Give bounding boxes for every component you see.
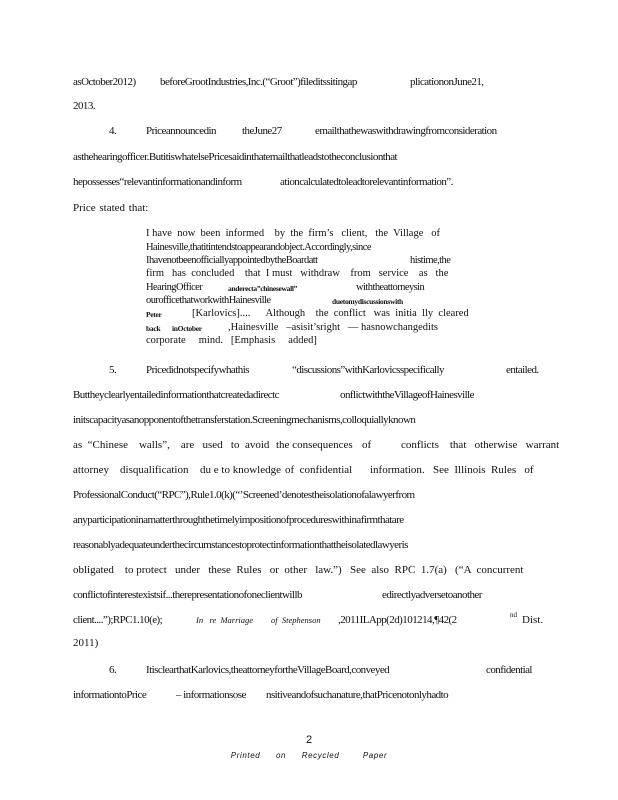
block-quote-line: corporate mind. [Emphasis added] bbox=[146, 335, 317, 346]
block-quote-line: Hainesville,thatitintendstoappearandobject.Accordingly,since bbox=[146, 242, 371, 253]
body-text-line: anyparticipationinamatterthroughthetimelyimpositionofprocedureswithinafirmthatare bbox=[73, 514, 404, 526]
body-text-line: the consequences bbox=[276, 439, 353, 451]
body-text-line: conflicts that otherwise warrant bbox=[401, 439, 560, 451]
body-text-line: Dist. bbox=[522, 614, 544, 626]
body-text-line: onflictwiththeVillageofHainesville bbox=[340, 389, 474, 401]
body-text-line: client....”);RPC1.10(e); bbox=[73, 614, 163, 626]
body-text-line: Priceannouncedin bbox=[146, 125, 217, 137]
block-quote-line: duetomydiscussionswith bbox=[332, 297, 403, 306]
body-text-line: ationcalculatedtoleadtorelevantinformation”. bbox=[280, 176, 453, 188]
superscript: nd bbox=[510, 611, 517, 619]
body-text-line: theJune27 bbox=[242, 125, 282, 137]
body-text-line: Pricedidnotspecifywhathis bbox=[146, 364, 249, 376]
body-text-line: “discussions”withKarlovicsspecifically bbox=[292, 364, 445, 376]
body-text-line: informationtoPrice bbox=[73, 689, 147, 701]
body-text-line: information bbox=[370, 464, 422, 476]
case-citation: In re Marriage bbox=[196, 615, 254, 625]
body-text-line: beforeGrootIndustries,Inc.(“Groot”)fileditssitingap bbox=[160, 76, 357, 88]
body-text-line: . See Illinois Rules of bbox=[422, 464, 534, 476]
body-text-line: plicationonJune21, bbox=[410, 76, 484, 88]
paragraph-number: 6. bbox=[109, 664, 117, 676]
body-text-line: entailed. bbox=[506, 364, 539, 376]
body-text-line: Buttheyclearlyentailedinformationthatcreatedadirectc bbox=[73, 389, 279, 401]
body-text-line: asthehearingofficer.ButitiswhatelsePricesaidinthatemailthatleadstotheconclusionthat bbox=[73, 151, 398, 163]
block-quote-line: HearingOfficer bbox=[146, 282, 203, 293]
block-quote-line: histime,the bbox=[410, 255, 451, 266]
body-text-line: of bbox=[362, 439, 372, 451]
body-text-line: edirectlyadversetoanother bbox=[382, 589, 482, 601]
block-quote-line: inOctober bbox=[172, 324, 202, 333]
paragraph-number: 4. bbox=[109, 125, 117, 137]
block-quote-line: I have now been informed by the firm’s client, the Village of bbox=[146, 228, 440, 239]
body-text-line: obligated to protect under these Rules or other law.”) See also RPC 1.7(a) (“A concurrent bbox=[73, 564, 524, 576]
block-quote-line: withtheattorneysin bbox=[356, 282, 425, 293]
body-text-line: 2011) bbox=[73, 637, 99, 649]
body-text-line: asOctober2012) bbox=[73, 76, 136, 88]
body-text-line: – informationsose bbox=[176, 689, 246, 701]
body-text-line: hepossesses“relevantinformationandinform bbox=[73, 176, 242, 188]
case-citation: of Stephenson bbox=[271, 615, 321, 625]
body-text-line: as “Chinese walls”, are used to avoid bbox=[73, 439, 270, 451]
block-quote-line: back bbox=[146, 324, 161, 333]
body-text-line: du e to knowledge bbox=[200, 464, 281, 476]
block-quote-line: ,Hainesville –asisit’sright — hasnowchangedits bbox=[228, 322, 438, 333]
body-text-line: initscapacityasanopponentofthetransferstation.Screeningmechanisms,colloquiallyknown bbox=[73, 414, 416, 426]
body-text-line: emailthathewaswithdrawingfromconsideration bbox=[315, 125, 497, 137]
body-text-line: of confidential bbox=[285, 464, 353, 476]
page-footer: Printed on Recycled Paper bbox=[230, 751, 388, 760]
body-text-line: ProfessionalConduct(“RPC”),Rule1.0(k)(“’Screened’denotestheisolationofalawyerfrom bbox=[73, 489, 415, 501]
body-text-line: 2013. bbox=[73, 100, 96, 112]
body-text-line: confidential bbox=[486, 664, 532, 676]
body-text-line: ItisclearthatKarlovics,theattorneyfortheVillageBoard,conveyed bbox=[146, 664, 390, 676]
body-text-line: nsitiveandofsuchanature,thatPricenotonlyhadto bbox=[266, 689, 449, 701]
block-quote-line: Peter bbox=[146, 310, 162, 319]
block-quote-line: [Karlovics].... Although the conflict was initia lly cleared bbox=[192, 308, 469, 319]
page-number: 2 bbox=[305, 734, 313, 746]
block-quote-line: ourofficethatworkwithHainesville bbox=[146, 295, 271, 306]
body-text-line: conflictofinterestexistsif...therepresentationofoneclientwillb bbox=[73, 589, 302, 601]
block-quote-line: anderecta”chinesewall” bbox=[228, 284, 298, 293]
paragraph-number: 5. bbox=[109, 364, 117, 376]
block-quote-line: firm has concluded that I must withdraw from service as the bbox=[146, 268, 449, 279]
body-text-line: ,2011ILApp(2d)101214,¶42(2 bbox=[338, 614, 457, 626]
body-text-line: attorney disqualification bbox=[73, 464, 189, 476]
body-text-line: Price stated that: bbox=[73, 202, 149, 214]
body-text-line: reasonablyadequateunderthecircumstancestoprotectinformationthattheisolatedlawyeris bbox=[73, 539, 408, 551]
block-quote-line: IhavenotbeenofficiallyappointedbytheBoardatt bbox=[146, 255, 318, 266]
